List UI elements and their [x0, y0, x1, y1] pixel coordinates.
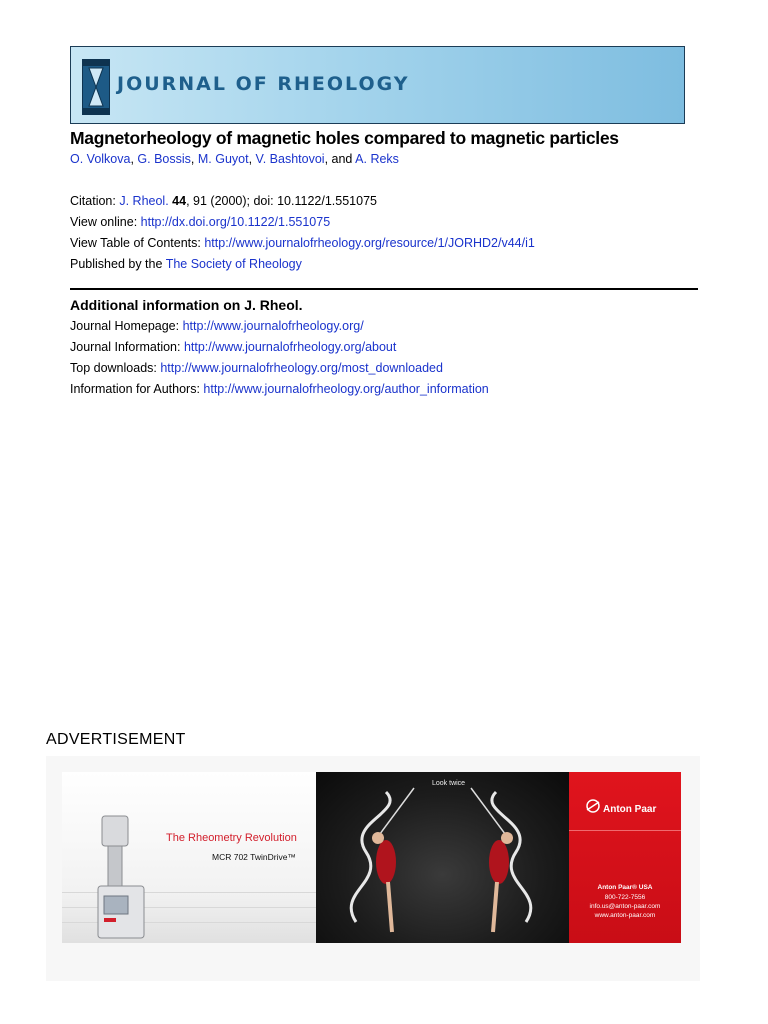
ad-look-twice: Look twice [432, 780, 466, 787]
toc-label: View Table of Contents: [70, 236, 205, 250]
advertisement-heading: ADVERTISEMENT [46, 731, 186, 748]
author-info-link[interactable]: http://www.journalofrheology.org/author_information [203, 382, 489, 396]
article-title: Magnetorheology of magnetic holes compared to magnetic particles [70, 128, 619, 148]
info-row-homepage [70, 319, 364, 333]
ad-product-panel [62, 772, 316, 943]
publisher-link[interactable]: The Society of Rheology [165, 257, 302, 271]
advertisement-banner[interactable] [46, 756, 700, 981]
toc-line [70, 236, 535, 250]
info-row-journal-info [70, 340, 396, 354]
ad-company: Anton Paar® USA [597, 884, 653, 891]
top-downloads-link[interactable]: http://www.journalofrheology.org/most_downloaded [160, 361, 443, 375]
citation-label: Citation: [70, 194, 120, 208]
ad-gymnast-photo [316, 772, 569, 943]
author-separator: , and [324, 152, 356, 166]
info-label: Journal Information: [70, 340, 184, 354]
anton-paar-logo-icon [585, 798, 601, 814]
view-online-label: View online: [70, 215, 141, 229]
author-link[interactable]: V. Bashtovoi [255, 152, 325, 166]
volume-number: 44 [172, 194, 187, 208]
author-link[interactable]: G. Bossis [137, 152, 191, 166]
ad-brand-panel [569, 772, 681, 943]
author-link[interactable]: O. Volkova [70, 152, 131, 166]
info-row-authors [70, 382, 489, 396]
journal-link[interactable]: J. Rheol. [119, 194, 169, 208]
additional-info-heading: Additional information on J. Rheol. [70, 297, 303, 313]
journal-logo-icon [82, 59, 110, 115]
info-label: Information for Authors: [70, 382, 204, 396]
author-link[interactable]: M. Guyot [197, 152, 249, 166]
view-online-line [70, 215, 330, 229]
author-link[interactable]: A. Reks [355, 152, 399, 166]
author-separator: , [130, 152, 138, 166]
gymnast-image [316, 772, 569, 943]
info-label: Journal Homepage: [70, 319, 183, 333]
citation-details: , 91 (2000); doi: 10.1122/1.551075 [186, 194, 377, 208]
citation-line [70, 194, 377, 208]
author-list [70, 152, 399, 166]
toc-link[interactable]: http://www.journalofrheology.org/resource/1/JORHD2/v44/i1 [204, 236, 535, 250]
section-divider [70, 288, 698, 290]
ad-model-name: MCR 702 TwinDrive™ [212, 852, 296, 862]
ad-phone: 800-722-7556 [604, 894, 646, 901]
rheometer-image [94, 812, 154, 943]
ad-tagline: The Rheometry Revolution [166, 832, 297, 844]
author-separator: , [248, 152, 256, 166]
publisher-label: Published by the [70, 257, 166, 271]
journal-info-link[interactable]: http://www.journalofrheology.org/about [183, 340, 397, 354]
author-separator: , [190, 152, 198, 166]
ad-email: info.us@anton-paar.com [589, 903, 661, 910]
ad-website: www.anton-paar.com [594, 912, 656, 919]
publisher-line [70, 257, 302, 271]
journal-name: JOURNAL OF RHEOLOGY [117, 73, 410, 95]
doi-link[interactable]: http://dx.doi.org/10.1122/1.551075 [140, 215, 331, 229]
journal-banner [70, 46, 685, 124]
info-label: Top downloads: [70, 361, 161, 375]
homepage-link[interactable]: http://www.journalofrheology.org/ [182, 319, 364, 333]
info-row-top-downloads [70, 361, 443, 375]
ad-brand-name: Anton Paar [603, 804, 657, 815]
